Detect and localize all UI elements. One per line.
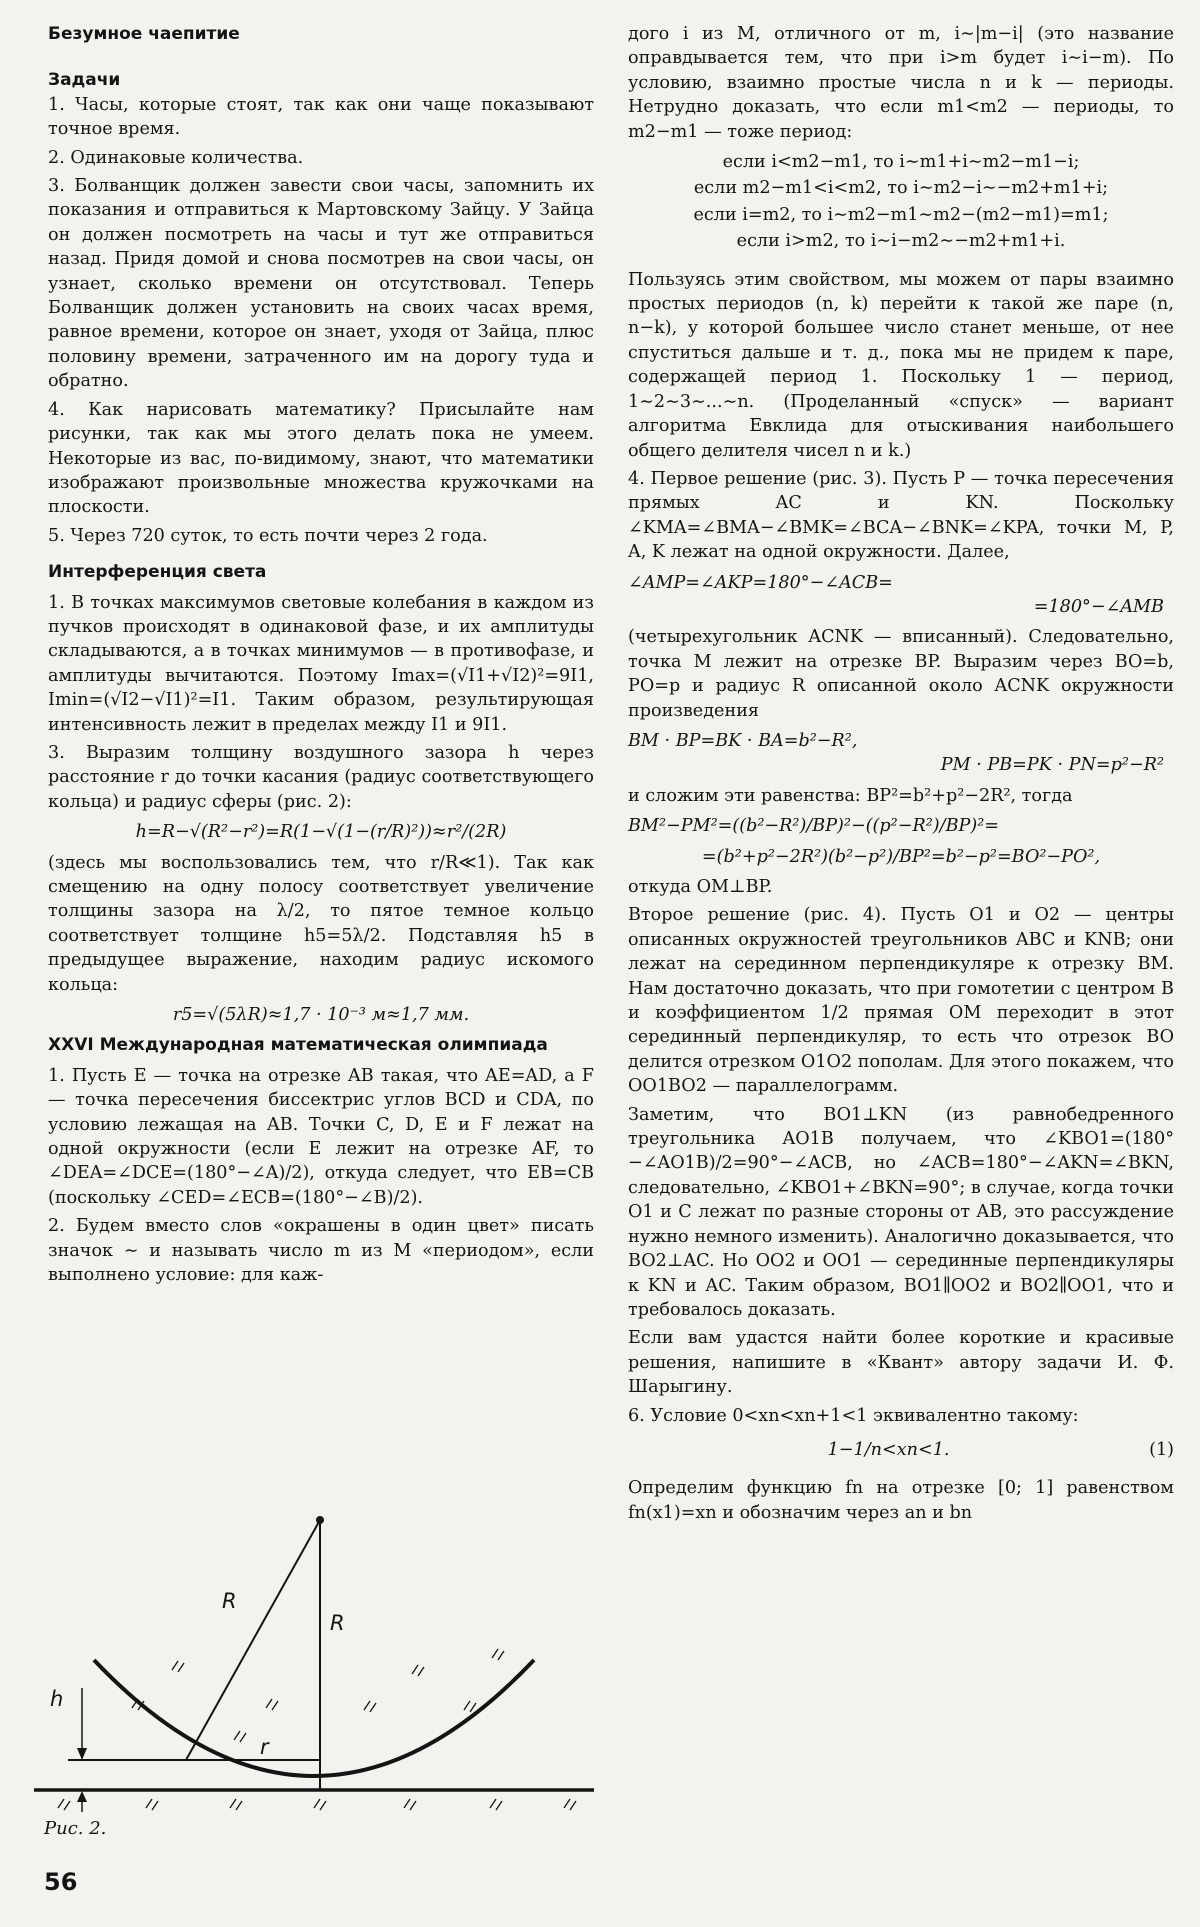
- equation: =180°−∠AMB: [1033, 596, 1164, 617]
- hatch-marks: [58, 1649, 576, 1810]
- sphere-center: [317, 1517, 324, 1524]
- paragraph: и сложим эти равенства: BP²=b²+p²−2R², тогда: [628, 785, 1073, 806]
- answer-item: 1. Часы, которые стоят, так как они чаще показывают точное время.: [48, 94, 594, 140]
- equation: BM · BP=BK · BA=b²−R²,: [628, 730, 858, 751]
- paragraph: Пользуясь этим свойством, мы можем от пары взаимно простых периодов (n, k) перейти к такой же паре (n, n−k), у которой большее число станет меньше, от нее спуститься дальше и т. д., пока мы не придем к паре, содержащей период 1. Поскольку 1 — период, 1∼2∼3∼...∼n. (Проделанный «спуск» — вариант алгоритма Евклида для отыскивания наибольшего общего делителя чисел n и k.): [628, 269, 1174, 461]
- section-subtitle: Задачи: [48, 70, 121, 91]
- label-h: h: [50, 1687, 64, 1711]
- case-line: если i=m2, то i∼m2−m1∼m2−(m2−m1)=m1;: [693, 204, 1109, 225]
- radius-slanted: [186, 1520, 320, 1760]
- paragraph: Если вам удастся найти более короткие и красивые решения, напишите в «Квант» автору задачи И. Ф. Шарыгину.: [628, 1328, 1174, 1398]
- equation: r5=√(5λR)≈1,7 · 10⁻³ м≈1,7 мм.: [172, 1005, 470, 1026]
- equation: BM²−PM²=((b²−R²)/BP)²−((p²−R²)/BP)²=: [628, 816, 999, 837]
- numbered-equation: [628, 1438, 1174, 1462]
- answer-item: 5. Через 720 суток, то есть почти через 2 года.: [48, 525, 488, 546]
- paragraph: дого i из M, отличного от m, i∼|m−i| (это название оправдывается тем, что при i>m будет i∼i−m). По условию, взаимно простые числа n и k — периоды. Нетрудно доказать, что если m1<m2 — периоды, то m2−m1 — тоже период:: [628, 24, 1174, 142]
- paragraph: 6. Условие 0<xn<xn+1<1 эквивалентно такому:: [628, 1405, 1079, 1426]
- case-line: если i<m2−m1, то i∼m1+i∼m2−m1−i;: [722, 152, 1080, 173]
- paragraph: 3. Выразим толщину воздушного зазора h через расстояние r до точки касания (радиус соответствующего кольца) и радиус сферы (рис. 2):: [48, 742, 594, 812]
- equation: 1−1/n<xn<1.: [827, 1439, 950, 1460]
- paragraph: 2. Будем вместо слов «окрашены в один цвет» писать значок ∼ и называть число m из M «периодом», если выполнено условие: для каж-: [48, 1216, 594, 1286]
- paragraph: 4. Первое решение (рис. 3). Пусть P — точка пересечения прямых AC и KN. Поскольку ∠KMA=∠BMA−∠BMK=∠BCA−∠BNK=∠KPA, точки M, P, A, K лежат на одной окружности. Далее,: [628, 468, 1174, 563]
- equation: =(b²+p²−2R²)(b²−p²)/BP²=b²−p²=BO²−PO²,: [701, 846, 1101, 867]
- label-R-vertical: R: [330, 1611, 345, 1635]
- section-title: XXVI Международная математическая олимпиада: [48, 1035, 548, 1056]
- answer-item: 2. Одинаковые количества.: [48, 147, 304, 168]
- paragraph: откуда OM⊥BP.: [628, 877, 773, 897]
- equation: PM · PB=PK · PN=p²−R²: [940, 755, 1164, 776]
- left-column: [48, 22, 594, 1292]
- paragraph: (четырехугольник ACNK — вписанный). Следовательно, точка M лежит на отрезке BP. Выразим через BO=b, PO=p и радиус R описанной около ACNK окружности произведения: [628, 627, 1174, 721]
- label-R-slanted: R: [222, 1589, 237, 1613]
- figure-caption: Рис. 2.: [44, 1818, 107, 1839]
- h-arrowhead-down: [77, 1748, 87, 1760]
- paragraph: Заметим, что BO1⊥KN (из равнобедренного треугольника AO1B получаем, что ∠KBO1=(180°−∠AO1B)/2=90°−∠ACB, но ∠ACB=180°−∠AKN=∠BKN, следовательно, ∠KBO1+∠BKN=90°; в случае, когда точки O1 и C лежат по разные стороны от AB, это рассуждение нужно немного изменить). Аналогично доказывается, что BO2⊥AC. Но OO2 и OO1 — серединные перпендикуляры к KN и AC. Таким образом, BO1∥OO2 и BO2∥OO1, что и требовалось доказать.: [628, 1104, 1174, 1320]
- section-title: Интерференция света: [48, 562, 267, 583]
- case-line: если m2−m1<i<m2, то i∼m2−i∼−m2+m1+i;: [693, 178, 1109, 199]
- answer-item: 3. Болванщик должен завести свои часы, запомнить их показания и отправиться к Мартовскому Зайцу. У Зайца он должен посмотреть на часы и тут же отправиться назад. Придя домой и снова посмотрев на свои часы, он узнает, сколько времени он отсутствовал. Теперь Болванщик должен установить на своих часах время, равное времени, которое он знает, уходя от Зайца, плюс половину времени, затраченного им на дорогу туда и обратно.: [48, 176, 594, 392]
- paragraph: (здесь мы воспользовались тем, что r/R≪1). Так как смещению на одну полосу соответствует увеличение толщины зазора на λ/2, то пятое темное кольцо соответствует толщине h5=5λ/2. Подставляя h5 в предыдущее выражение, находим радиус искомого кольца:: [48, 852, 594, 995]
- olympiad-section: [48, 1033, 594, 1287]
- label-r: r: [260, 1735, 269, 1759]
- paragraph: 1. Пусть E — точка на отрезке AB такая, что AE=AD, а F — точка пересечения биссектрис углов BCD и CDA, по условию лежащая на AB. Точки C, D, E и F лежат на одной окружности (если E лежит на отрезке AF, то ∠DEA=∠DCE=(180°−∠A)/2), откуда следует, что EB=CB (поскольку ∠CED=∠ECB=(180°−∠B)/2).: [48, 1065, 594, 1208]
- paragraph: 1. В точках максимумов световые колебания в каждом из пучков происходят в одинаковой фазе, и их амплитуды складываются, а в точках минимумов — в противофазе, и амплитуды вычитаются. Поэтому Imax=(√I1+√I2)²=9I1, Imin=(√I2−√I1)²=I1. Таким образом, результирующая интенсивность лежит в пределах между I1 и 9I1.: [48, 592, 594, 735]
- equation-number: (1): [1149, 1439, 1174, 1460]
- paragraph: Определим функцию fn на отрезке [0; 1] равенством fn(x1)=xn и обозначим через an и bn: [628, 1478, 1174, 1523]
- equation: ∠AMP=∠AKP=180°−∠ACB=: [628, 572, 893, 593]
- tea-party-section: [48, 22, 594, 548]
- equation: h=R−√(R²−r²)=R(1−√(1−(r/R)²))≈r²/(2R): [135, 822, 507, 843]
- section-title: Безумное чаепитие: [48, 24, 240, 44]
- lens-arc: [94, 1660, 534, 1776]
- answer-item: 4. Как нарисовать математику? Присылайте нам рисунки, так как мы этого делать пока не умеем. Некоторые из вас, по-видимому, знают, что математики изображают произвольные множества кружочками на плоскости.: [48, 399, 594, 518]
- interference-section: [48, 560, 594, 1027]
- case-list: [628, 150, 1174, 254]
- figure-newton-rings: [34, 1472, 594, 1812]
- paragraph: Второе решение (рис. 4). Пусть O1 и O2 — центры описанных окружностей треугольников ABC и KNB; они лежат на серединном перпендикуляре к отрезку BM. Нам достаточно доказать, что при гомотетии с центром B и коэффициентом 1/2 прямая OM переходит в этот серединный перпендикуляр, то есть что отрезок BO делится отрезком O1O2 пополам. Для этого покажем, что OO1BO2 — параллелограмм.: [628, 905, 1174, 1097]
- h-arrowhead-up: [77, 1791, 87, 1802]
- page-number: 56: [44, 1868, 78, 1896]
- right-column: [628, 22, 1174, 1529]
- case-line: если i>m2, то i∼i−m2∼−m2+m1+i.: [736, 231, 1066, 252]
